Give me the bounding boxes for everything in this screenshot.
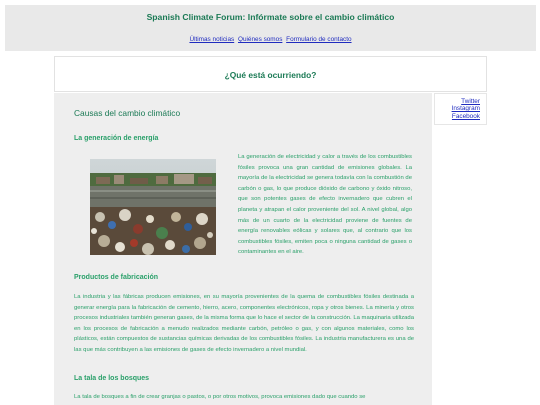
section-title: Causas del cambio climático bbox=[74, 108, 181, 118]
pollution-photo bbox=[90, 159, 216, 255]
main-content bbox=[54, 93, 432, 405]
heading-deforestation: La tala de los bosques bbox=[74, 375, 150, 382]
site-header bbox=[5, 5, 536, 51]
nav-link-about-us[interactable]: Quiénes somos bbox=[237, 36, 283, 43]
energy-generation-text: La generación de electricidad y calor a través de los combustibles fósiles provoca una gran cantidad de emisiones globales. La mayoría de la electricidad se genera todavía con la combustión de carbón o gas, lo que produce dióxido de carbono y óxido nitroso, que son potentes gases de efecto invernadero que cubren el planeta y atrapan el calor proveniente del sol. A nivel global, algo más de un cuarto de la electricidad proviene de fuentes de energía renovables eólicas y solares que, al contrario que los combustibles fósiles, emiten poca o ninguna cantidad de gases o contaminantes en el aire. bbox=[238, 154, 412, 256]
heading-manufacturing: Productos de fabricación bbox=[74, 274, 159, 281]
deforestation-text: La tala de bosques a fin de crear granjas o pastos, o por otros motivos, provoca emisiones dado que cuando se bbox=[74, 394, 366, 400]
question-banner bbox=[54, 56, 487, 92]
twitter-link[interactable]: Twitter bbox=[461, 98, 480, 105]
manufacturing-text: La industria y las fábricas producen emisiones, en su mayoría provenientes de la quema de combustibles fósiles destinada a generar energía para la fabricación de cemento, hierro, acero, componentes electrónicos, ropa y otros bienes. La minería y otros procesos industriales también generan gases, de la misma forma que lo hace el sector de la construcción. La maquinaria utilizada en los procesos de fabricación a menudo realizados mediante carbón, petróleo o gas, y con algunos materiales, como los plásticos, están compuestos de sustancias químicas derivadas de los combustibles fósiles. La industria manufacturera es una de las que más contribuyen a las emisiones de gases de efecto invernadero a nivel mundial. bbox=[74, 294, 414, 353]
nav-link-latest-news[interactable]: Últimas noticias bbox=[189, 36, 235, 43]
instagram-link[interactable]: Instagram bbox=[451, 105, 480, 113]
main-nav bbox=[5, 36, 536, 43]
nav-link-contact-form[interactable]: Formulario de contacto bbox=[286, 36, 352, 43]
question-heading: ¿Qué está ocurriendo? bbox=[224, 70, 317, 80]
site-title: Spanish Climate Forum: Infórmate sobre el cambio climático bbox=[146, 12, 395, 22]
facebook-link[interactable]: Facebook bbox=[451, 112, 480, 120]
social-links bbox=[434, 93, 487, 125]
heading-energy-generation: La generación de energía bbox=[74, 135, 159, 142]
